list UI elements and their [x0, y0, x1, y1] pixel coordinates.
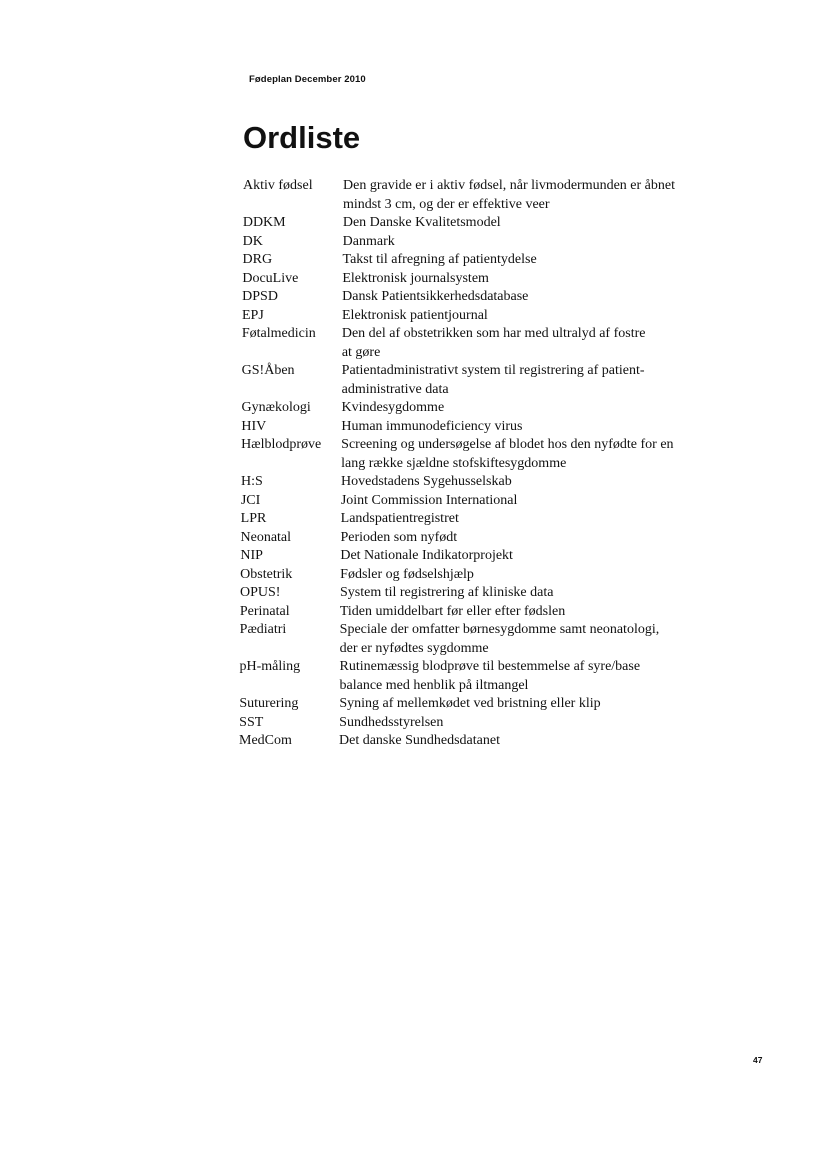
glossary-definition-line: Elektronisk journalsystem: [342, 270, 489, 286]
glossary-definition-line: Tiden umiddelbart før eller efter fødslen: [339, 603, 566, 619]
glossary-definition-line: Danmark: [342, 233, 395, 249]
glossary-term: Perinatal: [239, 603, 290, 619]
glossary-term: DocuLive: [242, 270, 299, 286]
glossary-definition-line: Rutinemæssig blodprøve til bestemmelse af syre/base: [339, 659, 641, 674]
glossary-definition-line: Det danske Sundhedsdatanet: [339, 733, 500, 748]
glossary-definition-line: Patientadministrativt system til registrering af patient-: [341, 363, 645, 378]
glossary-term: DPSD: [242, 289, 278, 304]
glossary-definition-line: Elektronisk patientjournal: [342, 307, 488, 323]
glossary-definition-line: at gøre: [341, 344, 381, 360]
page-title: Ordliste: [243, 120, 361, 155]
glossary-definition-line: lang række sjældne stofskiftesygdomme: [341, 455, 567, 471]
glossary-definition-line: Kvindesygdomme: [341, 400, 445, 415]
glossary-definition-line: Dansk Patientsikkerhedsdatabase: [342, 289, 529, 304]
glossary-definition-line: Speciale der omfatter børnesygdomme samt neonatologi,: [339, 622, 660, 637]
glossary-term: OPUS!: [240, 585, 281, 600]
glossary-term: MedCom: [239, 733, 292, 748]
glossary-definition-line: Den Danske Kvalitetsmodel: [342, 215, 501, 230]
glossary-term: Pædiatri: [239, 622, 287, 637]
glossary-definition-line: Fødsler og fødselshjælp: [340, 566, 474, 582]
glossary-term: NIP: [240, 548, 263, 563]
glossary-term: Føtalmedicin: [241, 326, 316, 341]
glossary-definition-line: Den gravide er i aktiv fødsel, når livmodermunden er åbnet: [343, 178, 675, 193]
glossary-definition-line: Det Nationale Indikatorprojekt: [340, 548, 513, 563]
glossary-term: Neonatal: [240, 529, 292, 545]
glossary-term: EPJ: [242, 307, 264, 323]
glossary-definition-line: balance med henblik på iltmangel: [339, 677, 529, 693]
glossary-definition-line: System til registrering af kliniske data: [340, 585, 554, 600]
glossary-term: Hælblodprøve: [241, 437, 322, 452]
running-header: Fødeplan December 2010: [249, 74, 366, 85]
glossary-definition-line: Joint Commission International: [340, 492, 518, 508]
glossary-definition-line: Takst til afregning af patientydelse: [342, 252, 537, 267]
glossary-term: HIV: [241, 418, 267, 434]
glossary-term: H:S: [241, 474, 263, 489]
glossary-term: Suturering: [239, 696, 299, 711]
glossary-definition-line: Human immunodeficiency virus: [341, 418, 523, 434]
glossary-term: JCI: [240, 492, 261, 508]
glossary-term: Obstetrik: [240, 566, 293, 582]
glossary-definition-line: Perioden som nyfødt: [340, 529, 458, 545]
glossary-term: DK: [242, 233, 263, 249]
glossary-definition-line: Sundhedsstyrelsen: [339, 714, 444, 730]
glossary-definition-line: administrative data: [341, 381, 449, 397]
glossary-term: DRG: [242, 252, 273, 267]
page-number: 47: [753, 1055, 763, 1065]
glossary-term: pH-måling: [239, 659, 301, 674]
glossary-term: Aktiv fødsel: [243, 178, 313, 193]
glossary-definition-line: Syning af mellemkødet ved bristning eller klip: [339, 696, 601, 711]
glossary-definition-line: Landspatientregistret: [340, 511, 459, 526]
glossary-term: SST: [239, 714, 264, 730]
glossary-term: DDKM: [242, 215, 286, 230]
glossary-term: LPR: [240, 511, 267, 526]
glossary-definition-line: Hovedstadens Sygehusselskab: [341, 474, 512, 489]
glossary-definition-line: Den del af obstetrikken som har med ultralyd af fostre: [341, 326, 646, 341]
glossary-term: GS!Åben: [241, 363, 295, 378]
glossary-definition-line: Screening og undersøgelse af blodet hos den nyfødte for en: [341, 437, 674, 452]
glossary-definition-line: der er nyfødtes sygdomme: [339, 640, 489, 656]
glossary-term: Gynækologi: [241, 400, 311, 415]
glossary-definition-line: mindst 3 cm, og der er effektive veer: [343, 196, 550, 212]
